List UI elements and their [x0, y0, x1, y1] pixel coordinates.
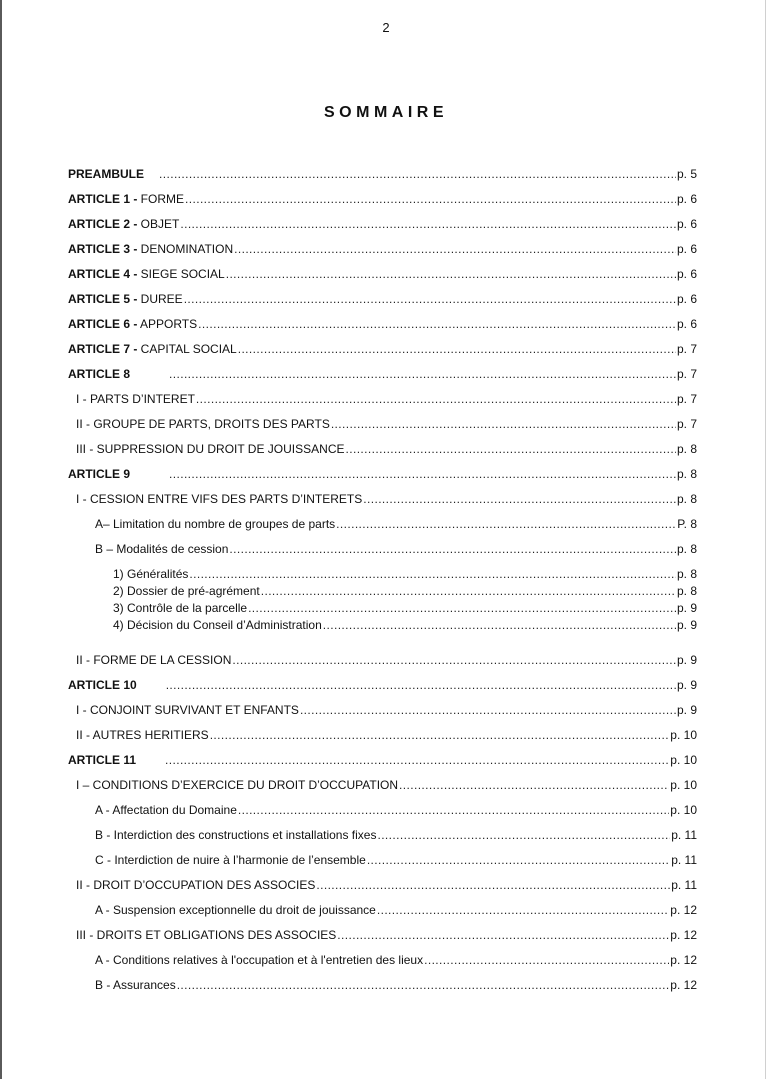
- toc-entry-text: II - GROUPE DE PARTS, DROITS DES PARTS: [76, 417, 330, 431]
- dot-leader: [232, 652, 676, 668]
- dot-leader: [363, 491, 676, 507]
- dot-leader: [316, 877, 670, 893]
- toc-entry: [95, 541, 697, 557]
- dot-leader: [261, 583, 676, 599]
- toc-entry-page: p. 12: [670, 928, 697, 942]
- toc-entry-label: [76, 391, 195, 407]
- toc-entry-page: p. 9: [676, 678, 697, 692]
- toc-entry-label: [76, 727, 209, 743]
- toc-entry-page: p. 10: [670, 803, 697, 817]
- dot-leader: [180, 216, 676, 232]
- toc-entry: [68, 752, 697, 768]
- toc-entry-page: p. 9: [676, 601, 697, 615]
- toc-entry: [68, 241, 697, 257]
- toc-entry-page: p. 9: [676, 703, 697, 717]
- toc-entry-label: [68, 166, 158, 182]
- page-number: 2: [382, 20, 390, 35]
- toc-entry: [113, 566, 697, 582]
- dot-leader: [323, 617, 676, 633]
- toc-entry-text: A– Limitation du nombre de groupes de parts: [95, 517, 336, 531]
- toc-entry-text: 4) Décision du Conseil d’Administration: [113, 618, 322, 632]
- toc-entry-label: [113, 566, 188, 582]
- toc-entry: [76, 391, 697, 407]
- toc-entry-text: DENOMINATION: [137, 242, 234, 256]
- dot-leader: [377, 827, 670, 843]
- toc-entry-page: p. 6: [676, 192, 697, 206]
- toc-entry: [68, 191, 697, 207]
- toc-entry: [68, 466, 697, 482]
- dot-leader: [346, 441, 676, 457]
- toc-entry-label: [68, 341, 237, 357]
- toc-entry: [95, 952, 697, 968]
- toc-entry-label: [68, 366, 168, 382]
- toc-entry: [76, 441, 697, 457]
- dot-leader: [210, 727, 670, 743]
- dot-leader: [399, 777, 669, 793]
- dot-leader: [336, 516, 676, 532]
- toc-entry: [68, 677, 697, 693]
- dot-leader: [184, 291, 676, 307]
- toc-entry-text: B - Assurances: [95, 978, 176, 992]
- toc-entry-text: CAPITAL SOCIAL: [137, 342, 237, 356]
- toc-entry-heading: ARTICLE 11: [68, 753, 137, 767]
- toc-entry-page: p. 8: [676, 584, 697, 598]
- toc-entry-text: A - Affectation du Domaine: [95, 803, 237, 817]
- toc-entry-page: p. 8: [676, 442, 697, 456]
- toc-entry-text: I - PARTS D’INTERET: [76, 392, 195, 406]
- toc-entry: [113, 583, 697, 599]
- toc-entry-text: III - DROITS ET OBLIGATIONS DES ASSOCIES: [76, 928, 337, 942]
- toc-entry-page: p. 7: [676, 392, 697, 406]
- toc-entry-heading: ARTICLE 10: [68, 678, 137, 692]
- toc-entry: [76, 702, 697, 718]
- toc-entry-text: C - Interdiction de nuire à l’harmonie de l’ensemble: [95, 853, 366, 867]
- toc-entry: [113, 600, 697, 616]
- toc-entry-label: [68, 752, 164, 768]
- toc-entry-text: 3) Contrôle de la parcelle: [113, 601, 248, 615]
- toc-entry: [68, 316, 697, 332]
- toc-entry-label: [76, 702, 299, 718]
- toc-entry-label: [68, 266, 225, 282]
- toc-entry-text: DUREE: [137, 292, 183, 306]
- toc-entry-heading: ARTICLE 4 -: [68, 267, 138, 281]
- dot-leader: [226, 266, 676, 282]
- toc-entry-page: p. 5: [676, 167, 697, 181]
- toc-entry: [76, 652, 697, 668]
- toc-entry-heading: ARTICLE 3 -: [68, 242, 138, 256]
- toc-entry-heading: ARTICLE 2 -: [68, 217, 138, 231]
- toc-entry-label: [95, 541, 228, 557]
- toc-entry-page: p. 11: [671, 828, 697, 842]
- toc-entry-text: A - Conditions relatives à l'occupation et à l'entretien des lieux: [95, 953, 424, 967]
- dot-leader: [189, 566, 676, 582]
- toc-entry: [95, 977, 697, 993]
- dot-leader: [234, 241, 676, 257]
- toc-entry: [68, 291, 697, 307]
- toc-entry-text: I - CESSION ENTRE VIFS DES PARTS D’INTERETS: [76, 492, 363, 506]
- dot-leader: [300, 702, 676, 718]
- toc-entry-page: p. 10: [670, 753, 697, 767]
- toc-entry-page: p. 7: [676, 367, 697, 381]
- toc-entry-text: FORME: [137, 192, 185, 206]
- toc-entry-text: II - FORME DE LA CESSION: [76, 653, 232, 667]
- toc-entry-label: [95, 802, 237, 818]
- toc-entry-label: [113, 600, 247, 616]
- toc-entry-label: [95, 827, 376, 843]
- toc-entry-label: [68, 677, 165, 693]
- toc-entry: [76, 416, 697, 432]
- dot-leader: [196, 391, 676, 407]
- dot-leader: [377, 902, 669, 918]
- toc-entry-label: [76, 777, 398, 793]
- toc-entry-page: p. 8: [676, 467, 697, 481]
- toc-entry: [95, 802, 697, 818]
- toc-entry-page: p. 10: [670, 728, 697, 742]
- toc-entry: [95, 902, 697, 918]
- toc-entry-heading: ARTICLE 1 -: [68, 192, 138, 206]
- toc-entry-text: A - Suspension exceptionnelle du droit de jouissance: [95, 903, 376, 917]
- toc-entry-text: SIEGE SOCIAL: [137, 267, 225, 281]
- toc-entry-text: I - CONJOINT SURVIVANT ET ENFANTS: [76, 703, 299, 717]
- toc-entry-heading: ARTICLE 5 -: [68, 292, 138, 306]
- toc-entry-page: p. 6: [676, 317, 697, 331]
- toc-entry-page: P. 8: [677, 517, 697, 531]
- toc-entry-label: [76, 877, 315, 893]
- toc-entry-text: II - DROIT D’OCCUPATION DES ASSOCIES: [76, 878, 316, 892]
- toc-entry-page: p. 7: [676, 417, 697, 431]
- toc-entry: [68, 366, 697, 382]
- toc-entry-page: p. 6: [676, 242, 697, 256]
- toc-entry: [68, 166, 697, 182]
- toc-entry: [68, 341, 697, 357]
- dot-leader: [169, 466, 676, 482]
- toc-entry-page: p. 12: [670, 953, 697, 967]
- toc-entry-page: p. 8: [676, 542, 697, 556]
- dot-leader: [185, 191, 676, 207]
- toc-entry-text: B - Interdiction des constructions et installations fixes: [95, 828, 377, 842]
- toc-entry-label: [76, 927, 336, 943]
- toc-entry-label: [68, 241, 233, 257]
- toc-entry-label: [68, 466, 168, 482]
- toc-entry: [95, 852, 697, 868]
- toc-entry-label: [76, 491, 362, 507]
- dot-leader: [337, 927, 669, 943]
- toc-entry: [76, 877, 697, 893]
- toc-entry-heading: ARTICLE 6 -: [68, 317, 138, 331]
- toc-entry-text: OBJET: [137, 217, 180, 231]
- toc-entry-label: [68, 316, 197, 332]
- dot-leader: [198, 316, 676, 332]
- toc-entry: [76, 927, 697, 943]
- toc-entry-text: 1) Généralités: [113, 567, 189, 581]
- toc-entry-page: p. 11: [671, 878, 697, 892]
- toc-entry-label: [76, 652, 231, 668]
- page-title: SOMMAIRE: [324, 104, 448, 121]
- toc-entry-page: p. 8: [676, 567, 697, 581]
- toc-entry-text: I – CONDITIONS D’EXERCICE DU DROIT D’OCCUPATION: [76, 778, 399, 792]
- toc-entry-text: APPORTS: [137, 317, 198, 331]
- toc-entry-label: [95, 516, 335, 532]
- dot-leader: [424, 952, 669, 968]
- toc-entry-page: p. 10: [670, 778, 697, 792]
- dot-leader: [229, 541, 676, 557]
- toc-entry-label: [95, 852, 366, 868]
- toc-entry-heading: PREAMBULE: [68, 167, 145, 181]
- toc-entry-text: III - SUPPRESSION DU DROIT DE JOUISSANCE: [76, 442, 345, 456]
- toc-entry: [76, 491, 697, 507]
- toc-entry-page: p. 6: [676, 292, 697, 306]
- toc-entry-page: p. 11: [671, 853, 697, 867]
- toc-entry-heading: ARTICLE 7 -: [68, 342, 138, 356]
- toc-entry-label: [113, 617, 322, 633]
- toc-entry: [76, 777, 697, 793]
- toc-entry: [113, 617, 697, 633]
- dot-leader: [166, 677, 676, 693]
- toc-entry-label: [113, 583, 260, 599]
- dot-leader: [177, 977, 670, 993]
- toc-entry: [95, 827, 697, 843]
- toc-entry-page: p. 6: [676, 217, 697, 231]
- dot-leader: [169, 366, 676, 382]
- toc-entry: [68, 266, 697, 282]
- toc-entry-label: [95, 977, 176, 993]
- dot-leader: [238, 341, 676, 357]
- toc-entry-heading: ARTICLE 8: [68, 367, 131, 381]
- dot-leader: [331, 416, 676, 432]
- toc-entry-page: p. 12: [670, 903, 697, 917]
- toc-entry-heading: ARTICLE 9: [68, 467, 131, 481]
- dot-leader: [159, 166, 676, 182]
- toc-entry-label: [76, 441, 345, 457]
- toc-entry-page: p. 9: [676, 653, 697, 667]
- toc-entry-text: B – Modalités de cession: [95, 542, 229, 556]
- dot-leader: [248, 600, 676, 616]
- toc-entry-page: p. 9: [676, 618, 697, 632]
- toc-entry: [76, 727, 697, 743]
- toc-entry-page: p. 7: [676, 342, 697, 356]
- toc-entry-page: p. 12: [670, 978, 697, 992]
- toc-entry-page: p. 6: [676, 267, 697, 281]
- toc-entry-label: [95, 902, 376, 918]
- dot-leader: [238, 802, 669, 818]
- toc-entry-label: [68, 216, 179, 232]
- toc-entry: [95, 516, 697, 532]
- toc-entry-label: [68, 191, 184, 207]
- toc-entry-text: II - AUTRES HERITIERS: [76, 728, 209, 742]
- toc-entry-text: 2) Dossier de pré-agrément: [113, 584, 260, 598]
- toc-entry: [68, 216, 697, 232]
- toc-entry-page: p. 8: [676, 492, 697, 506]
- toc-entry-label: [95, 952, 423, 968]
- dot-leader: [165, 752, 669, 768]
- dot-leader: [367, 852, 670, 868]
- toc-entry-label: [68, 291, 183, 307]
- toc-entry-label: [76, 416, 330, 432]
